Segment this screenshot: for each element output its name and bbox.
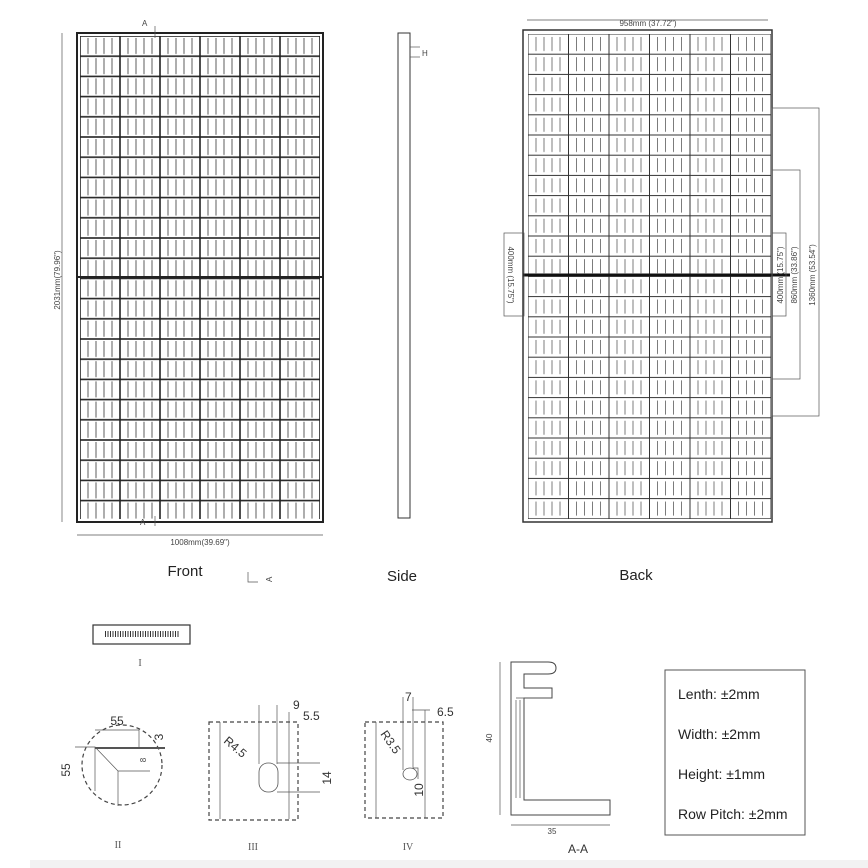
section-AA-dim-40: 40 <box>485 733 494 743</box>
back-label: Back <box>619 567 653 584</box>
detail-I-label: I <box>138 658 142 669</box>
section-AA-label: A-A <box>567 842 589 856</box>
detail-IV <box>365 690 454 853</box>
detail-IV-dim-10: 10 <box>412 783 426 797</box>
front-view <box>53 19 323 582</box>
detail-II-label: II <box>114 840 122 851</box>
detail-I <box>93 625 190 669</box>
tolerance-length: Lenth: ±2mm <box>678 686 760 702</box>
detail-II-dim-55-left: 55 <box>59 763 73 777</box>
detail-III <box>209 698 334 853</box>
tolerance-box <box>665 670 805 835</box>
tolerance-row-pitch: Row Pitch: ±2mm <box>678 806 788 822</box>
front-height-dim: 2031mm(79.96") <box>53 250 62 310</box>
detail-III-dim-14: 14 <box>320 771 334 785</box>
back-right-dim-860: 860mm (33.86") <box>790 246 799 304</box>
back-view <box>504 19 819 584</box>
detail-II-dim-8: 8 <box>139 757 148 763</box>
section-arrow-label: A <box>265 576 274 582</box>
back-right-dim-1360: 1360mm (53.54") <box>808 244 817 306</box>
detail-IV-label: IV <box>402 842 414 853</box>
detail-III-dim-5.5: 5.5 <box>303 709 320 723</box>
detail-IV-dim-R3.5: R3.5 <box>377 727 404 757</box>
side-height-mark: H <box>422 49 428 58</box>
back-width-dim: 958mm (37.72") <box>619 19 677 28</box>
detail-II-dim-55-top: 55 <box>110 714 124 728</box>
detail-III-dim-R4.5: R4.5 <box>221 733 250 761</box>
detail-III-label: III <box>248 842 258 853</box>
detail-IV-dim-7: 7 <box>405 690 412 704</box>
detail-III-dim-9: 9 <box>293 698 300 712</box>
footer-strip <box>30 860 868 868</box>
section-mark-bottom: A <box>140 518 146 527</box>
detail-II-dim-3: 3 <box>152 733 166 741</box>
detail-II <box>59 714 166 851</box>
section-AA-dim-35: 35 <box>547 827 557 836</box>
tolerance-width: Width: ±2mm <box>678 726 761 742</box>
front-width-dim: 1008mm(39.69") <box>170 538 230 547</box>
side-label: Side <box>386 568 418 585</box>
front-label: Front <box>167 563 203 580</box>
section-AA <box>485 662 610 856</box>
side-view <box>387 33 428 585</box>
detail-IV-dim-6.5: 6.5 <box>437 705 454 719</box>
tolerance-height: Height: ±1mm <box>678 766 766 782</box>
section-mark-top: A <box>142 19 148 28</box>
back-left-dim: 400mm (15.75") <box>506 246 515 304</box>
back-right-dim-400: 400mm (15.75") <box>776 246 785 304</box>
